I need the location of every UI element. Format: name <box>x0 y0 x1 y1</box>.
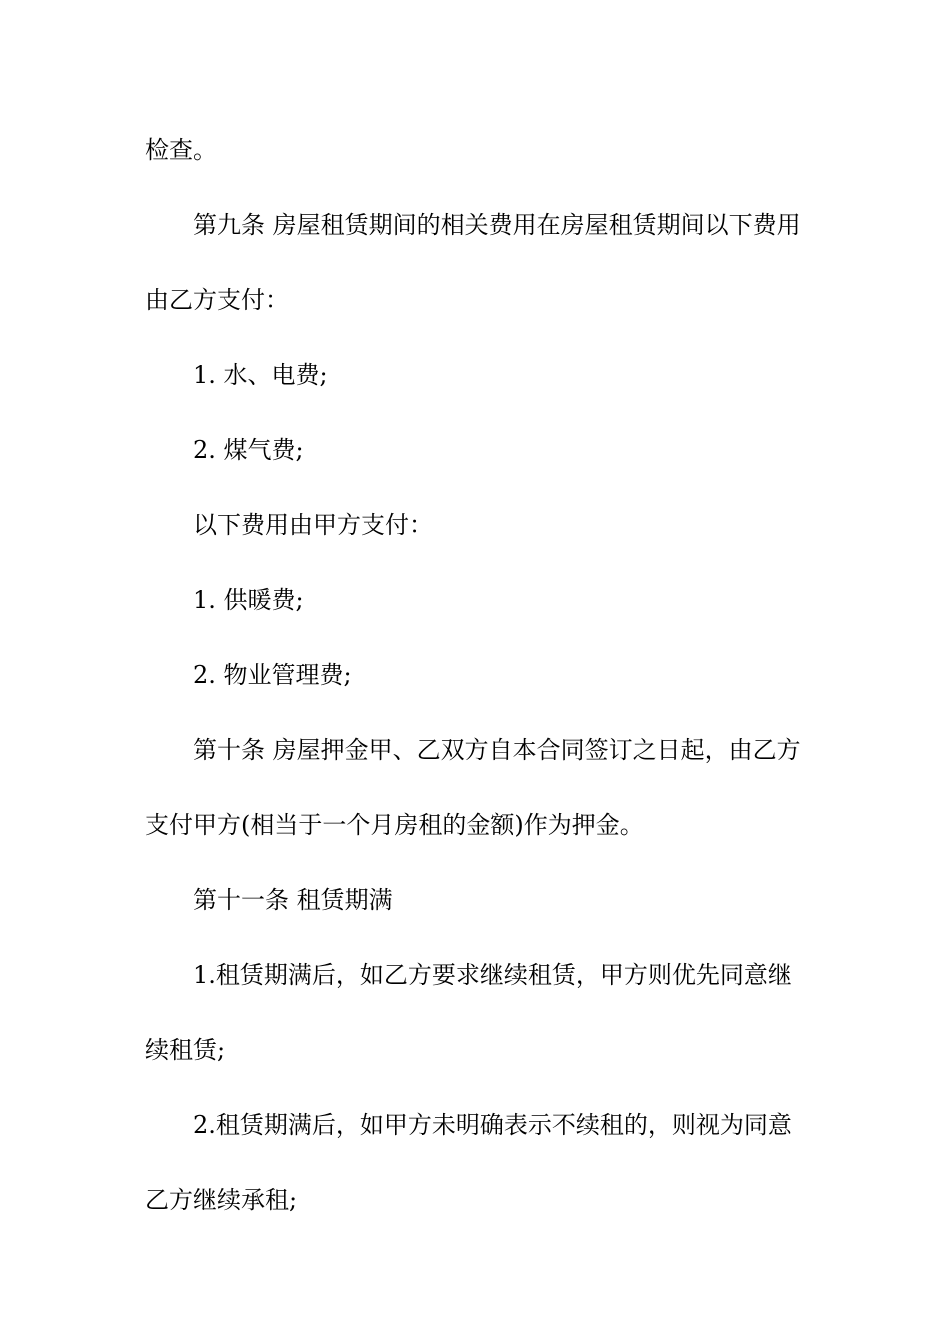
article-nine-heading: 第九条 房屋租赁期间的相关费用在房屋租赁期间以下费用 <box>193 211 801 239</box>
paragraph-line: 检查。 <box>145 136 217 164</box>
article-eleven-heading: 第十一条 租赁期满 <box>193 886 393 914</box>
list-item: 2.租赁期满后，如甲方未明确表示不续租的，则视为同意 <box>193 1111 792 1139</box>
paragraph-line: 续租赁; <box>145 1036 226 1064</box>
list-item: 1. 水、电费; <box>193 361 328 389</box>
article-ten-heading: 第十条 房屋押金甲、乙双方自本合同签订之日起，由乙方 <box>193 736 801 764</box>
list-item: 2. 物业管理费; <box>193 661 352 689</box>
paragraph-line: 以下费用由甲方支付： <box>193 511 433 539</box>
list-item: 1. 供暖费; <box>193 586 304 614</box>
paragraph-line: 乙方继续承租; <box>145 1186 298 1214</box>
list-item: 2. 煤气费; <box>193 436 304 464</box>
paragraph-line: 由乙方支付： <box>145 286 289 314</box>
paragraph-line: 支付甲方(相当于一个月房租的金额)作为押金。 <box>145 811 644 839</box>
list-item: 1.租赁期满后，如乙方要求继续租赁，甲方则优先同意继 <box>193 961 792 989</box>
